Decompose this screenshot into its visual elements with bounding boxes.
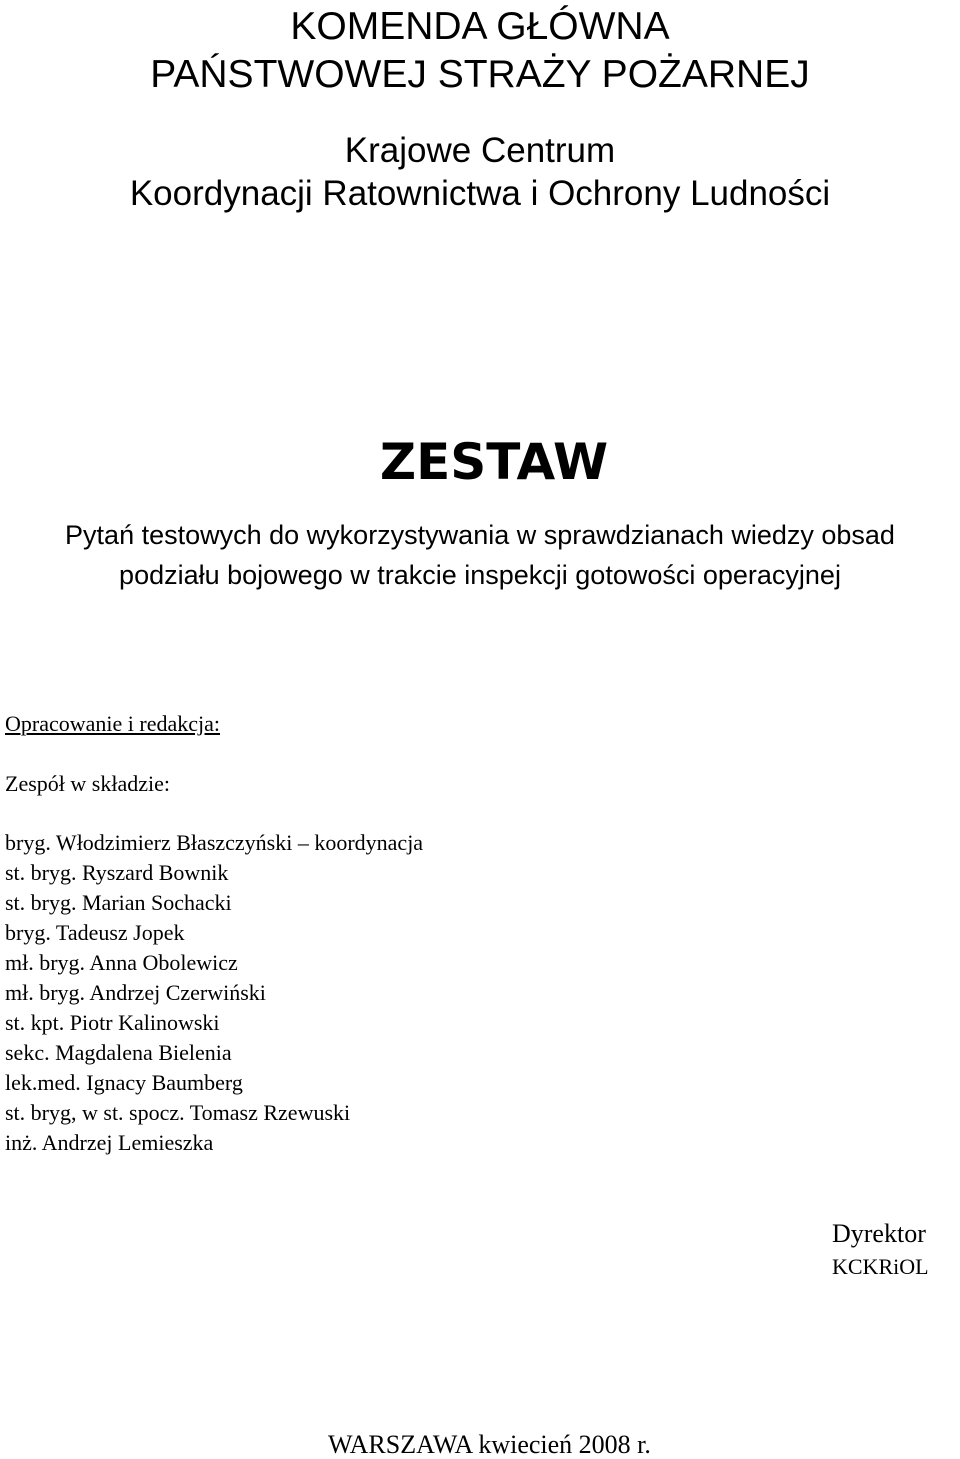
team-member: bryg. Włodzimierz Błaszczyński – koordynacja: [5, 830, 424, 855]
org-name-line-1: KOMENDA GŁÓWNA: [290, 5, 670, 48]
document-title: ZESTAW: [379, 433, 609, 491]
team-member: mł. bryg. Anna Obolewicz: [5, 950, 238, 975]
credits-heading: Opracowanie i redakcja:: [5, 711, 220, 736]
team-member: inż. Andrzej Lemieszka: [5, 1130, 214, 1155]
description-line-2: podziału bojowego w trakcie inspekcji gotowości operacyjnej: [119, 560, 841, 590]
signature-title: Dyrektor: [832, 1219, 926, 1248]
team-member: st. bryg. Marian Sochacki: [5, 890, 232, 915]
signature-unit: KCKRiOL: [832, 1254, 929, 1279]
team-member: sekc. Magdalena Bielenia: [5, 1040, 232, 1065]
unit-name-line-1: Krajowe Centrum: [344, 131, 616, 170]
team-member: st. kpt. Piotr Kalinowski: [5, 1010, 220, 1035]
team-member: lek.med. Ignacy Baumberg: [5, 1070, 243, 1095]
description-line-1: Pytań testowych do wykorzystywania w sprawdzianach wiedzy obsad: [65, 520, 895, 550]
team-members-list: [5, 830, 423, 1160]
team-label: Zespół w składzie:: [5, 771, 170, 796]
team-member: st. bryg. Ryszard Bownik: [5, 860, 229, 885]
team-member: bryg. Tadeusz Jopek: [5, 920, 185, 945]
place-and-date: WARSZAWA kwiecień 2008 r.: [328, 1430, 651, 1459]
team-member: mł. bryg. Andrzej Czerwiński: [5, 980, 266, 1005]
unit-name-line-2: Koordynacji Ratownictwa i Ochrony Ludności: [129, 174, 831, 213]
org-name-line-2: PAŃSTWOWEJ STRAŻY POŻARNEJ: [150, 53, 810, 96]
team-member: st. bryg, w st. spocz. Tomasz Rzewuski: [5, 1100, 351, 1125]
